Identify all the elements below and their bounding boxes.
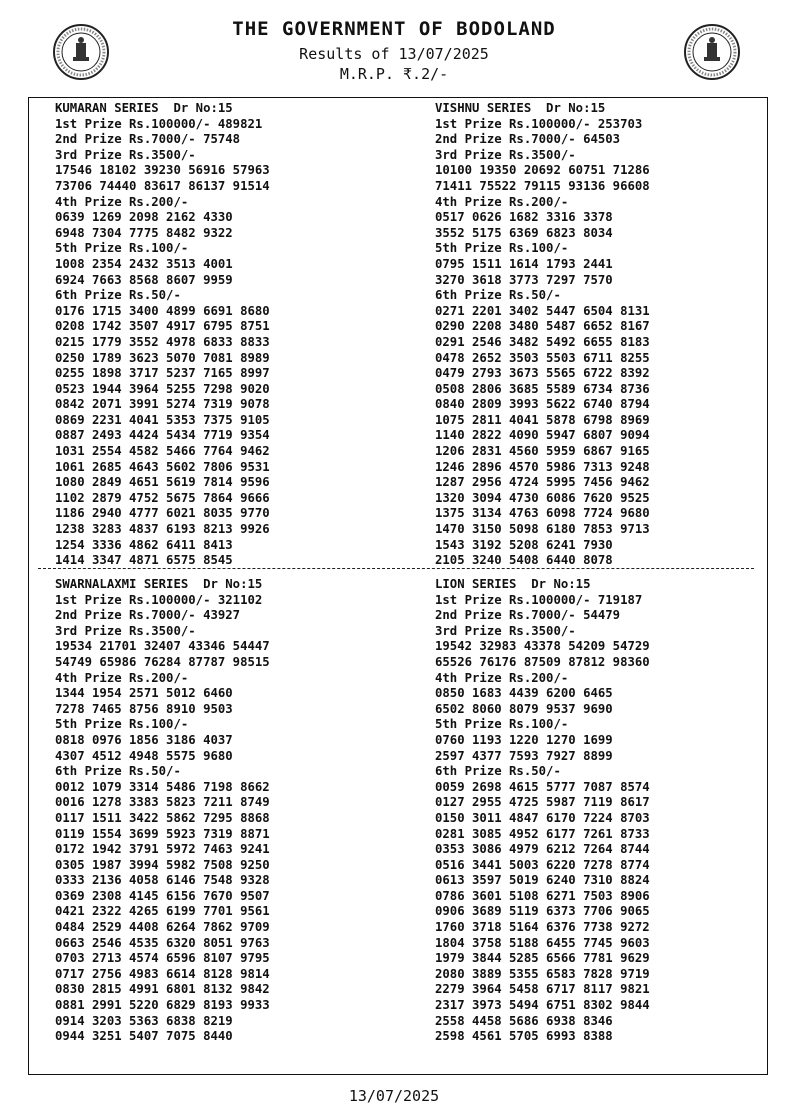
winning-numbers-row: 0516 3441 5003 6220 7278 8774: [435, 857, 650, 872]
winning-numbers-row: 3270 3618 3773 7297 7570: [435, 272, 613, 287]
prize-label: 2nd Prize Rs.7000/- 54479: [435, 608, 621, 623]
winning-numbers-row: 0215 1779 3552 4978 6833 8833: [55, 334, 270, 349]
prize-label: 6th Prize Rs.50/-: [435, 288, 561, 303]
winning-numbers-row: 0786 3601 5108 6271 7503 8906: [435, 888, 650, 903]
winning-numbers-row: 1031 2554 4582 5466 7764 9462: [55, 444, 270, 459]
prize-label: 3rd Prize Rs.3500/-: [55, 623, 196, 638]
prize-label: 1st Prize Rs.100000/- 321102: [55, 592, 263, 607]
winning-numbers-row: 7278 7465 8756 8910 9503: [55, 701, 233, 716]
footer-date: 13/07/2025: [348, 1087, 440, 1105]
prize-label: 6th Prize Rs.50/-: [435, 764, 561, 779]
winning-numbers-row: 0012 1079 3314 5486 7198 8662: [55, 779, 270, 794]
winning-numbers-row: 0881 2991 5220 6829 8193 9933: [55, 998, 270, 1013]
winning-numbers-row: 0016 1278 3383 5823 7211 8749: [55, 795, 270, 810]
winning-numbers-row: 0760 1193 1220 1270 1699: [435, 732, 613, 747]
winning-numbers-row: 0290 2208 3480 5487 6652 8167: [435, 319, 650, 334]
winning-numbers-row: 0059 2698 4615 5777 7087 8574: [435, 779, 650, 794]
winning-numbers-row: 2598 4561 5705 6993 8388: [435, 1029, 613, 1044]
prize-label: 2nd Prize Rs.7000/- 75748: [55, 132, 241, 147]
winning-numbers-row: 1543 3192 5208 6241 7930: [435, 537, 613, 552]
winning-numbers-row: 0906 3689 5119 6373 7706 9065: [435, 904, 650, 919]
winning-numbers-row: 6948 7304 7775 8482 9322: [55, 225, 233, 240]
winning-numbers-row: 3552 5175 6369 6823 8034: [435, 225, 613, 240]
winning-numbers-row: 71411 75522 79115 93136 96608: [435, 178, 650, 193]
winning-numbers-row: 1760 3718 5164 6376 7738 9272: [435, 920, 650, 935]
prize-label: 4th Prize Rs.200/-: [55, 670, 189, 685]
winning-numbers-row: 1080 2849 4651 5619 7814 9596: [55, 475, 270, 490]
prize-label: 2nd Prize Rs.7000/- 43927: [55, 608, 241, 623]
winning-numbers-row: 1414 3347 4871 6575 8545: [55, 553, 233, 568]
winning-numbers-row: 0840 2809 3993 5622 6740 8794: [435, 397, 650, 412]
winning-numbers-row: 6502 8060 8079 9537 9690: [435, 701, 613, 716]
prize-label: 2nd Prize Rs.7000/- 64503: [435, 132, 621, 147]
prize-label: 5th Prize Rs.100/-: [435, 241, 569, 256]
winning-numbers-row: 2597 4377 7593 7927 8899: [435, 748, 613, 763]
winning-numbers-row: 1186 2940 4777 6021 8035 9770: [55, 506, 270, 521]
prize-label: 4th Prize Rs.200/-: [435, 194, 569, 209]
series-heading: LION SERIES Dr No:15: [435, 577, 591, 591]
winning-numbers-row: 54749 65986 76284 87787 98515: [55, 654, 270, 669]
winning-numbers-row: 2317 3973 5494 6751 8302 9844: [435, 998, 650, 1013]
winning-numbers-row: 19542 32983 43378 54209 54729: [435, 639, 650, 654]
winning-numbers-row: 2279 3964 5458 6717 8117 9821: [435, 982, 650, 997]
winning-numbers-row: 0353 3086 4979 6212 7264 8744: [435, 842, 650, 857]
winning-numbers-row: 0127 2955 4725 5987 7119 8617: [435, 795, 650, 810]
page-title: THE GOVERNMENT OF BODOLAND: [232, 18, 556, 40]
winning-numbers-row: 1254 3336 4862 6411 8413: [55, 537, 233, 552]
winning-numbers-row: 0421 2322 4265 6199 7701 9561: [55, 904, 270, 919]
winning-numbers-row: 0830 2815 4991 6801 8132 9842: [55, 982, 270, 997]
winning-numbers-row: 1061 2685 4643 5602 7806 9531: [55, 459, 270, 474]
winning-numbers-row: 4307 4512 4948 5575 9680: [55, 748, 233, 763]
winning-numbers-row: 0333 2136 4058 6146 7548 9328: [55, 873, 270, 888]
winning-numbers-row: 0869 2231 4041 5353 7375 9105: [55, 412, 270, 427]
winning-numbers-row: 2105 3240 5408 6440 8078: [435, 553, 613, 568]
winning-numbers-row: 0150 3011 4847 6170 7224 8703: [435, 810, 650, 825]
results-date: Results of 13/07/2025: [299, 45, 489, 63]
winning-numbers-row: 0795 1511 1614 1793 2441: [435, 256, 613, 271]
winning-numbers-row: 1008 2354 2432 3513 4001: [55, 256, 233, 271]
prize-label: 6th Prize Rs.50/-: [55, 764, 181, 779]
winning-numbers-row: 1206 2831 4560 5959 6867 9165: [435, 444, 650, 459]
prize-label: 6th Prize Rs.50/-: [55, 288, 181, 303]
winning-numbers-row: 0613 3597 5019 6240 7310 8824: [435, 873, 650, 888]
series-heading: KUMARAN SERIES Dr No:15: [55, 101, 233, 115]
page-header: [0, 0, 788, 95]
winning-numbers-row: 0250 1789 3623 5070 7081 8989: [55, 350, 270, 365]
winning-numbers-row: 0255 1898 3717 5237 7165 8997: [55, 366, 270, 381]
mrp-price: M.R.P. ₹.2/-: [339, 65, 449, 83]
prize-label: 3rd Prize Rs.3500/-: [435, 147, 576, 162]
winning-numbers-row: 0717 2756 4983 6614 8128 9814: [55, 966, 270, 981]
winning-numbers-row: 1470 3150 5098 6180 7853 9713: [435, 522, 650, 537]
series-block: [55, 101, 395, 569]
prize-label: 1st Prize Rs.100000/- 719187: [435, 592, 643, 607]
winning-numbers-row: 6924 7663 8568 8607 9959: [55, 272, 233, 287]
winning-numbers-row: 0478 2652 3503 5503 6711 8255: [435, 350, 650, 365]
winning-numbers-row: 1375 3134 4763 6098 7724 9680: [435, 506, 650, 521]
series-heading: SWARNALAXMI SERIES Dr No:15: [55, 577, 263, 591]
winning-numbers-row: 0208 1742 3507 4917 6795 8751: [55, 319, 270, 334]
winning-numbers-row: 1320 3094 4730 6086 7620 9525: [435, 490, 650, 505]
prize-label: 5th Prize Rs.100/-: [435, 717, 569, 732]
series-block: [55, 577, 395, 1045]
winning-numbers-row: 0508 2806 3685 5589 6734 8736: [435, 381, 650, 396]
winning-numbers-row: 1075 2811 4041 5878 6798 8969: [435, 412, 650, 427]
winning-numbers-row: 0281 3085 4952 6177 7261 8733: [435, 826, 650, 841]
prize-label: 1st Prize Rs.100000/- 253703: [435, 116, 643, 131]
winning-numbers-row: 73706 74440 83617 86137 91514: [55, 178, 270, 193]
prize-label: 4th Prize Rs.200/-: [435, 670, 569, 685]
winning-numbers-row: 0176 1715 3400 4899 6691 8680: [55, 303, 270, 318]
winning-numbers-row: 1246 2896 4570 5986 7313 9248: [435, 459, 650, 474]
government-seal-icon: [683, 23, 741, 81]
winning-numbers-row: 0523 1944 3964 5255 7298 9020: [55, 381, 270, 396]
winning-numbers-row: 0663 2546 4535 6320 8051 9763: [55, 935, 270, 950]
winning-numbers-row: 10100 19350 20692 60751 71286: [435, 163, 650, 178]
winning-numbers-row: 0944 3251 5407 7075 8440: [55, 1029, 233, 1044]
winning-numbers-row: 0479 2793 3673 5565 6722 8392: [435, 366, 650, 381]
winning-numbers-row: 2080 3889 5355 6583 7828 9719: [435, 966, 650, 981]
winning-numbers-row: 0271 2201 3402 5447 6504 8131: [435, 303, 650, 318]
prize-label: 1st Prize Rs.100000/- 489821: [55, 116, 263, 131]
winning-numbers-row: 0369 2308 4145 6156 7670 9507: [55, 888, 270, 903]
winning-numbers-row: 0639 1269 2098 2162 4330: [55, 210, 233, 225]
winning-numbers-row: 1344 1954 2571 5012 6460: [55, 686, 233, 701]
winning-numbers-row: 1979 3844 5285 6566 7781 9629: [435, 951, 650, 966]
winning-numbers-row: 1238 3283 4837 6193 8213 9926: [55, 522, 270, 537]
winning-numbers-row: 0172 1942 3791 5972 7463 9241: [55, 842, 270, 857]
winning-numbers-row: 0484 2529 4408 6264 7862 9709: [55, 920, 270, 935]
winning-numbers-row: 0818 0976 1856 3186 4037: [55, 732, 233, 747]
prize-label: 3rd Prize Rs.3500/-: [55, 147, 196, 162]
winning-numbers-row: 1102 2879 4752 5675 7864 9666: [55, 490, 270, 505]
series-heading: VISHNU SERIES Dr No:15: [435, 101, 606, 115]
winning-numbers-row: 2558 4458 5686 6938 8346: [435, 1013, 613, 1028]
prize-label: 3rd Prize Rs.3500/-: [435, 623, 576, 638]
winning-numbers-row: 17546 18102 39230 56916 57963: [55, 163, 270, 178]
winning-numbers-row: 0117 1511 3422 5862 7295 8868: [55, 810, 270, 825]
winning-numbers-row: 1804 3758 5188 6455 7745 9603: [435, 935, 650, 950]
winning-numbers-row: 0703 2713 4574 6596 8107 9795: [55, 951, 270, 966]
prize-label: 4th Prize Rs.200/-: [55, 194, 189, 209]
winning-numbers-row: 0850 1683 4439 6200 6465: [435, 686, 613, 701]
winning-numbers-row: 0305 1987 3994 5982 7508 9250: [55, 857, 270, 872]
winning-numbers-row: 0887 2493 4424 5434 7719 9354: [55, 428, 270, 443]
prize-label: 5th Prize Rs.100/-: [55, 241, 189, 256]
winning-numbers-row: 1140 2822 4090 5947 6807 9094: [435, 428, 650, 443]
winning-numbers-row: 0517 0626 1682 3316 3378: [435, 210, 613, 225]
winning-numbers-row: 0914 3203 5363 6838 8219: [55, 1013, 233, 1028]
winning-numbers-row: 65526 76176 87509 87812 98360: [435, 654, 650, 669]
winning-numbers-row: 19534 21701 32407 43346 54447: [55, 639, 270, 654]
winning-numbers-row: 0842 2071 3991 5274 7319 9078: [55, 397, 270, 412]
series-block: [435, 101, 775, 569]
winning-numbers-row: 0119 1554 3699 5923 7319 8871: [55, 826, 270, 841]
series-block: [435, 577, 775, 1045]
winning-numbers-row: 0291 2546 3482 5492 6655 8183: [435, 334, 650, 349]
winning-numbers-row: 1287 2956 4724 5995 7456 9462: [435, 475, 650, 490]
prize-label: 5th Prize Rs.100/-: [55, 717, 189, 732]
